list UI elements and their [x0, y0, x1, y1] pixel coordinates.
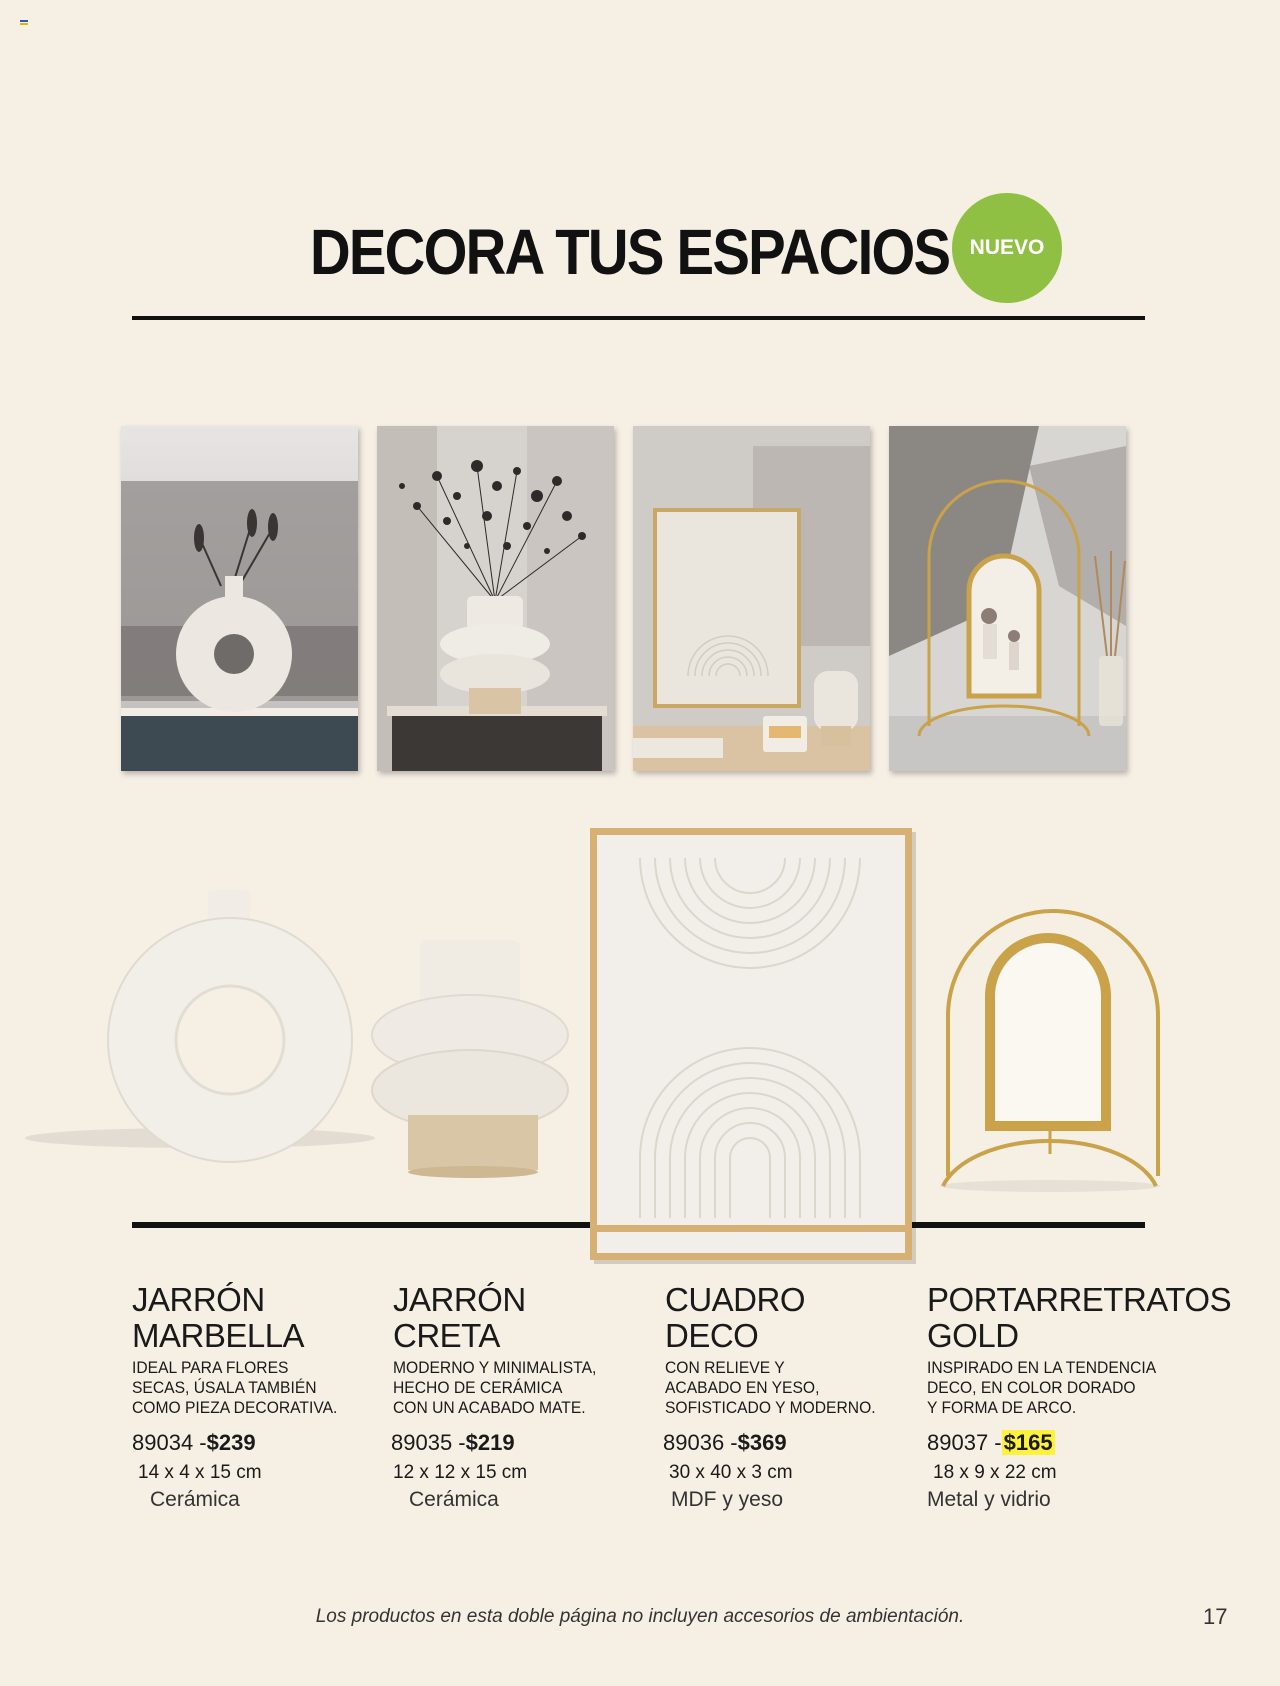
product-name: CUADRO DECO — [665, 1281, 806, 1354]
product-material: Cerámica — [150, 1488, 240, 1511]
product-creta — [393, 1282, 653, 1512]
product-price — [927, 1430, 1227, 1456]
title-divider — [132, 316, 1145, 320]
product-price — [391, 1430, 653, 1456]
product-description: IDEAL PARA FLORES SECAS, ÚSALA TAMBIÉN COMO PIEZA DECORATIVA. — [132, 1358, 338, 1417]
corner-mark — [20, 20, 28, 26]
product-portarretratos — [927, 1281, 1232, 1512]
cuadro-lifestyle-photo — [633, 426, 870, 771]
price-amount: $219 — [465, 1430, 515, 1455]
price-amount: $239 — [206, 1430, 256, 1455]
product-dimensions: 18 x 9 x 22 cm — [933, 1462, 1057, 1483]
product-description: INSPIRADO EN LA TENDENCIA DECO, EN COLOR DORADO Y FORMA DE ARCO. — [927, 1358, 1157, 1417]
footer-note: Los productos en esta doble página no incluyen accesorios de ambientación. — [315, 1606, 965, 1627]
price-amount: $369 — [737, 1430, 787, 1455]
product-code: 89035 - — [391, 1430, 466, 1455]
marbella-lifestyle-photo — [121, 426, 358, 771]
portarretratos-gold-product — [938, 906, 1163, 1196]
portarretratos-lifestyle-photo — [889, 426, 1126, 771]
product-marbella — [132, 1282, 382, 1512]
product-dimensions: 14 x 4 x 15 cm — [138, 1462, 262, 1483]
page-title: DECORA TUS ESPACIOS — [309, 216, 950, 288]
product-name: JARRÓN MARBELLA — [132, 1281, 305, 1354]
creta-vase-product — [368, 940, 578, 1190]
cuadro-frame-inner — [597, 1218, 905, 1225]
product-name: PORTARRETRATOS GOLD — [927, 1281, 1232, 1354]
product-code: 89037 - — [927, 1430, 1002, 1455]
product-description: CON RELIEVE Y ACABADO EN YESO, SOFISTICADO Y MODERNO. — [665, 1358, 876, 1417]
product-dimensions: 30 x 40 x 3 cm — [669, 1462, 793, 1483]
marbella-vase-product — [20, 890, 360, 1180]
product-code: 89036 - — [663, 1430, 738, 1455]
cuadro-frame-edge — [590, 1218, 912, 1232]
creta-lifestyle-photo — [377, 426, 614, 771]
product-material: Metal y vidrio — [927, 1488, 1051, 1511]
page-number: 17 — [1203, 1604, 1228, 1629]
product-price — [663, 1430, 925, 1456]
product-description: MODERNO Y MINIMALISTA, HECHO DE CERÁMICA CON UN ACABADO MATE. — [393, 1358, 597, 1417]
product-dimensions: 12 x 12 x 15 cm — [393, 1462, 528, 1483]
product-price — [132, 1430, 382, 1456]
product-name: JARRÓN CRETA — [393, 1281, 526, 1354]
nuevo-badge: NUEVO — [952, 193, 1062, 303]
price-amount: $165 — [1003, 1430, 1053, 1455]
cuadro-deco-product — [590, 828, 912, 1260]
product-cuadro — [665, 1282, 925, 1512]
product-material: Cerámica — [409, 1488, 499, 1511]
product-code: 89034 - — [132, 1430, 207, 1455]
product-material: MDF y yeso — [671, 1488, 784, 1511]
